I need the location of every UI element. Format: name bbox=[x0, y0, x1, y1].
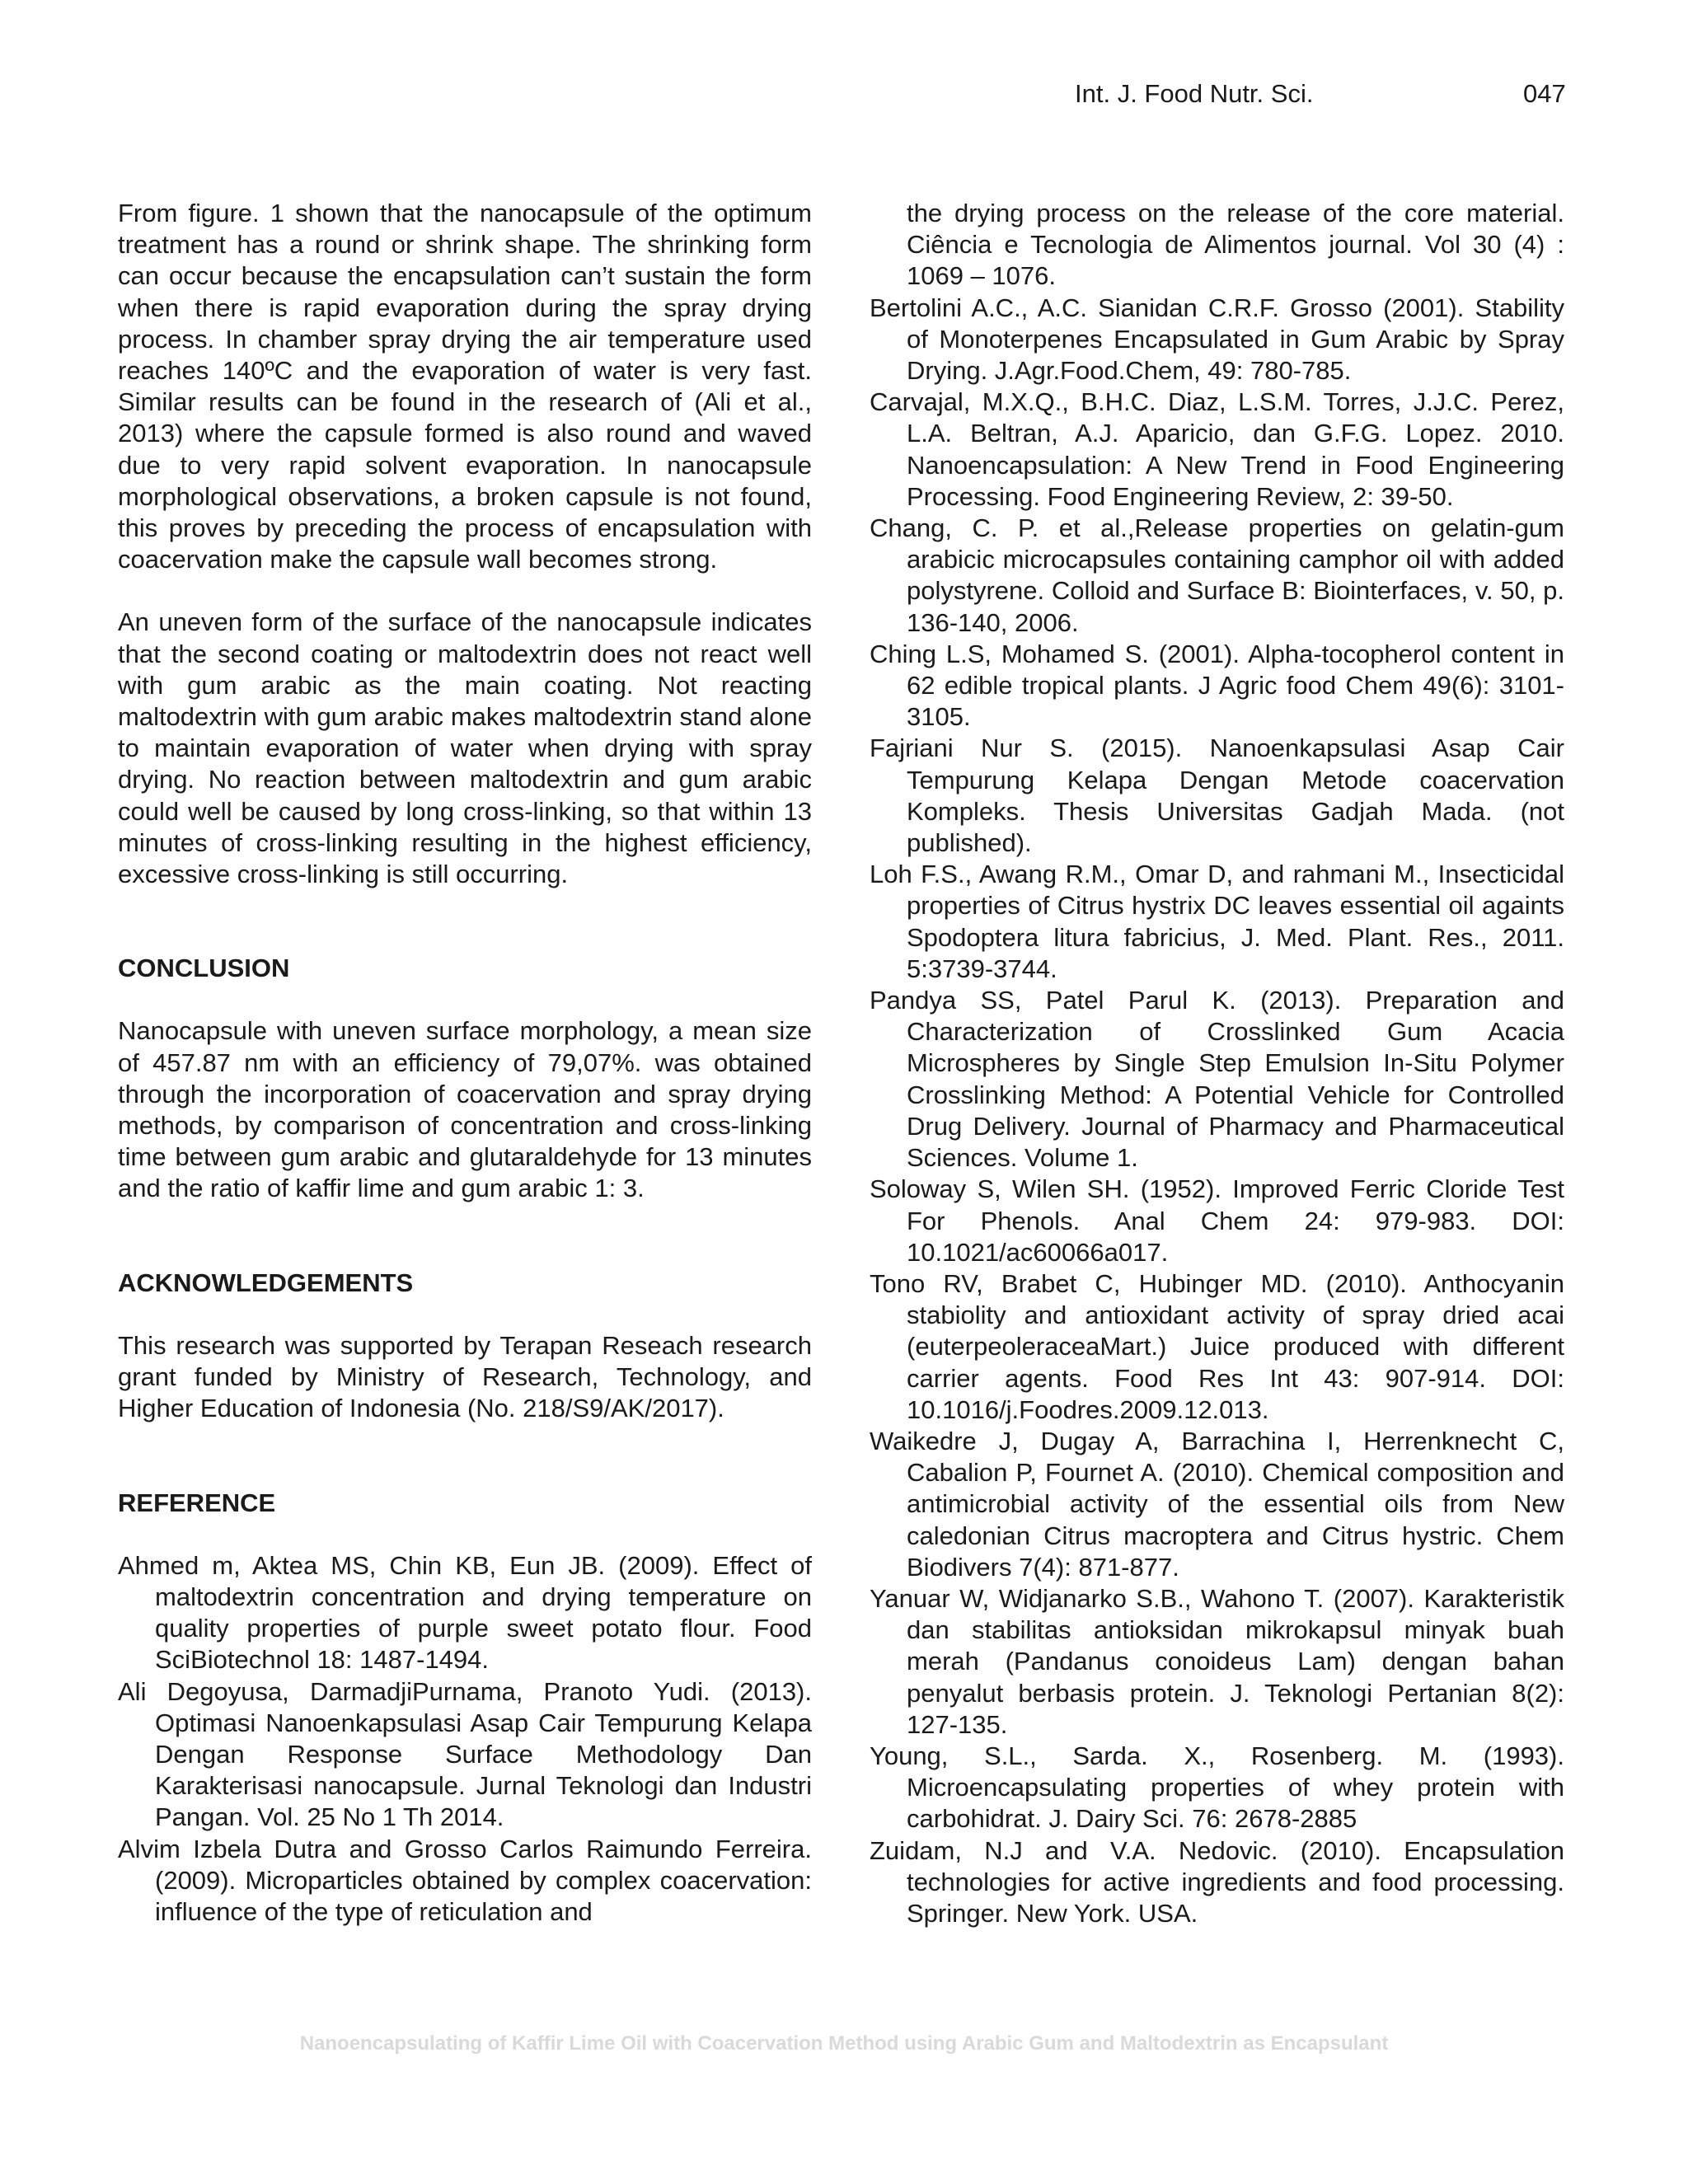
acknowledgements-paragraph: This research was supported by Terapan Reseach research grant funded by Ministry of Research, Technology, and Higher Education of Indonesia (No. 218/S9/AK/2017). bbox=[118, 1330, 812, 1423]
acknowledgements-heading: ACKNOWLEDGEMENTS bbox=[118, 1268, 414, 1297]
reference-item: Yanuar W, Widjanarko S.B., Wahono T. (2007). Karakteristik dan stabilitas antioksidan mikrokapsul minyak buah merah (Pandanus conoideus Lam) dengan bahan penyalut berbasis protein. J. Teknologi Pertanian 8(2): 127-135. bbox=[870, 1583, 1564, 1739]
page-header bbox=[0, 79, 1688, 115]
reference-heading: REFERENCE bbox=[118, 1488, 276, 1517]
reference-item: Ali Degoyusa, DarmadjiPurnama, Pranoto Yudi. (2013). Optimasi Nanoenkapsulasi Asap Cair Tempurung Kelapa Dengan Response Surface Methodology Dan Karakterisasi nanocapsule. Jurnal Teknologi dan Industri Pangan. Vol. 25 No 1 Th 2014. bbox=[118, 1676, 812, 1832]
body-paragraph-morphology: From figure. 1 shown that the nanocapsule of the optimum treatment has a round or shrink shape. The shrinking form can occur because the encapsulation can’t sustain the form when there is rapid evaporation during the spray drying process. In chamber spray drying the air temperature used reaches 140ºC and the evaporation of water is very fast. Similar results can be found in the research of (Ali et al., 2013) where the capsule formed is also round and waved due to very rapid solvent evaporation. In nanocapsule morphological observations, a broken capsule is not found, this proves by preceding the process of encapsulation with coacervation make the capsule wall becomes strong. bbox=[118, 199, 812, 574]
reference-item: Bertolini A.C., A.C. Sianidan C.R.F. Grosso (2001). Stability of Monoterpenes Encapsulated in Gum Arabic by Spray Drying. J.Agr.Food.Chem, 49: 780-785. bbox=[870, 293, 1564, 386]
reference-item: Ahmed m, Aktea MS, Chin KB, Eun JB. (2009). Effect of maltodextrin concentration and drying temperature on quality properties of purple sweet potato flour. Food SciBiotechnol 18: 1487-1494. bbox=[118, 1550, 812, 1675]
reference-item: Fajriani Nur S. (2015). Nanoenkapsulasi Asap Cair Tempurung Kelapa Dengan Metode coacervation Kompleks. Thesis Universitas Gadjah Mada. (not published). bbox=[870, 733, 1564, 858]
conclusion-paragraph: Nanocapsule with uneven surface morphology, a mean size of 457.87 nm with an efficiency of 79,07%. was obtained through the incorporation of coacervation and spray drying methods, by comparison of concentration and cross-linking time between gum arabic and glutaraldehyde for 13 minutes and the ratio of kaffir lime and gum arabic 1: 3. bbox=[118, 1016, 812, 1203]
running-footer: Nanoencapsulating of Kaffir Lime Oil with Coacervation Method using Arabic Gum and Maltodextrin as Encapsulant bbox=[299, 2032, 1389, 2055]
reference-item-continued: the drying process on the release of the core material. Ciência e Tecnologia de Alimentos journal. Vol 30 (4) : 1069 – 1076. bbox=[907, 199, 1564, 291]
body-paragraph-surface: An uneven form of the surface of the nanocapsule indicates that the second coating or maltodextrin does not react well with gum arabic as the main coating. Not reacting maltodextrin with gum arabic makes maltodextrin stand alone to maintain evaporation of water when drying with spray drying. No reaction between maltodextrin and gum arabic could well be caused by long cross-linking, so that within 13 minutes of cross-linking resulting in the highest efficiency, excessive cross-linking is still occurring. bbox=[118, 607, 812, 889]
reference-item: Carvajal, M.X.Q., B.H.C. Diaz, L.S.M. Torres, J.J.C. Perez, L.A. Beltran, A.J. Aparicio, dan G.F.G. Lopez. 2010. Nanoencapsulation: A New Trend in Food Engineering Processing. Food Engineering Review, 2: 39-50. bbox=[870, 387, 1564, 511]
conclusion-heading: CONCLUSION bbox=[118, 954, 290, 983]
reference-item: Alvim Izbela Dutra and Grosso Carlos Raimundo Ferreira. (2009). Microparticles obtained by complex coacervation: influence of the type of reticulation and bbox=[118, 1834, 812, 1926]
reference-item: Zuidam, N.J and V.A. Nedovic. (2010). Encapsulation technologies for active ingredients and food processing. Springer. New York. USA. bbox=[870, 1835, 1564, 1928]
reference-item: Pandya SS, Patel Parul K. (2013). Preparation and Characterization of Crosslinked Gum Acacia Microspheres by Single Step Emulsion In-Situ Polymer Crosslinking Method: A Potential Vehicle for Controlled Drug Delivery. Journal of Pharmacy and Pharmaceutical Sciences. Volume 1. bbox=[870, 986, 1564, 1173]
reference-item: Loh F.S., Awang R.M., Omar D, and rahmani M., Insecticidal properties of Citrus hystrix DC leaves essential oil againts Spodoptera litura fabricius, J. Med. Plant. Res., 2011. 5:3739-3744. bbox=[870, 860, 1564, 983]
page-number: 047 bbox=[1523, 79, 1566, 108]
reference-item: Waikedre J, Dugay A, Barrachina I, Herrenknecht C, Cabalion P, Fournet A. (2010). Chemical composition and antimicrobial activity of the essential oils from New caledonian Citrus macroptera and Citrus hystric. Chem Biodivers 7(4): 871-877. bbox=[870, 1426, 1564, 1582]
reference-item: Soloway S, Wilen SH. (1952). Improved Ferric Cloride Test For Phenols. Anal Chem 24: 979-983. DOI: 10.1021/ac60066a017. bbox=[870, 1174, 1564, 1267]
right-column bbox=[870, 198, 1564, 1929]
reference-item: Ching L.S, Mohamed S. (2001). Alpha-tocopherol content in 62 edible tropical plants. J Agric food Chem 49(6): 3101-3105. bbox=[870, 639, 1564, 732]
left-column bbox=[118, 198, 812, 1928]
reference-item: Chang, C. P. et al.,Release properties on gelatin-gum arabicic microcapsules containing camphor oil with added polystyrene. Colloid and Surface B: Biointerfaces, v. 50, p. 136-140, 2006. bbox=[870, 513, 1564, 637]
journal-name: Int. J. Food Nutr. Sci. bbox=[1075, 79, 1314, 108]
reference-item: Tono RV, Brabet C, Hubinger MD. (2010). Anthocyanin stabiolity and antioxidant activity of spray dried acai (euterpeoleraceaMart.) Juice produced with different carrier agents. Food Res Int 43: 907-914. DOI: 10.1016/j.Foodres.2009.12.013. bbox=[870, 1268, 1564, 1424]
reference-item: Young, S.L., Sarda. X., Rosenberg. M. (1993). Microencapsulating properties of whey protein with carbohidrat. J. Dairy Sci. 76: 2678-2885 bbox=[870, 1741, 1564, 1834]
